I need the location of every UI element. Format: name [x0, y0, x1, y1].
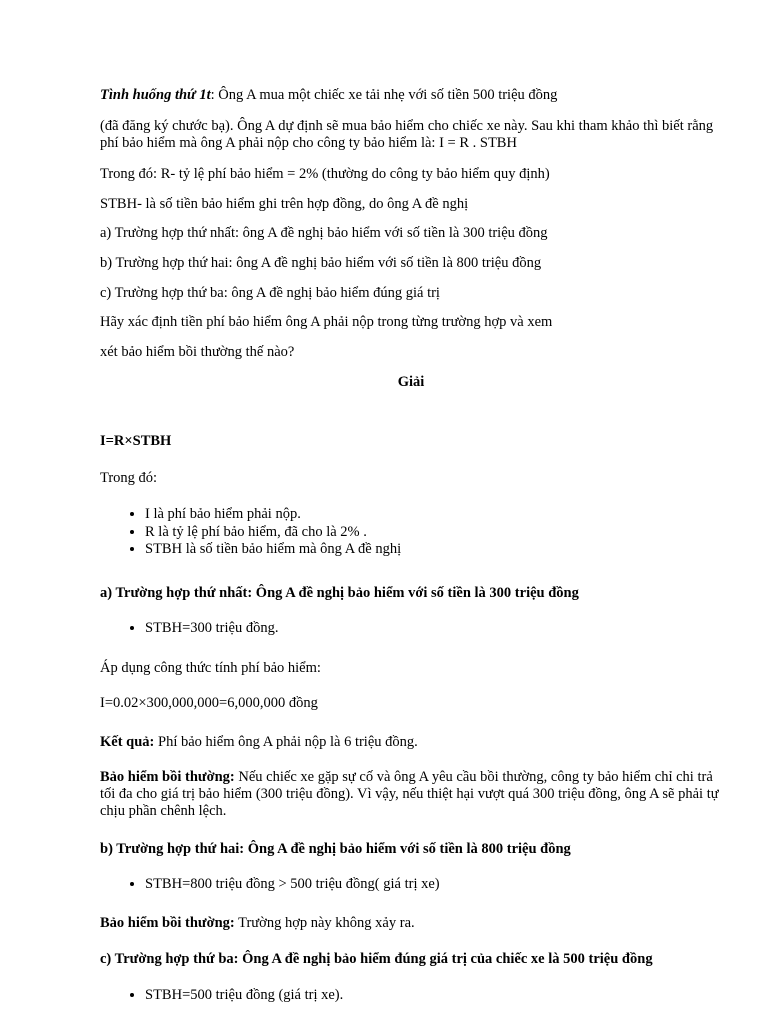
list-item: • STBH=500 triệu đồng (giá trị xe). [145, 987, 767, 1005]
case-a-list [100, 620, 767, 638]
intro-line-3: Trong đó: R- tỷ lệ phí bảo hiểm = 2% (thường do công ty bảo hiểm quy định) [100, 166, 550, 182]
compensation-text: Nếu chiếc xe gặp sự cố và ông A yêu cầu bồi thường, công ty bảo hiểm chỉ chi trả tối đa cho giá trị bảo hiểm (300 triệu đồng). Vì vậy, nếu thiệt hại vượt quá 300 triệu đồng, ông A sẽ phải tự chịu phần chênh lệch. [100, 769, 719, 819]
result-text: Phí bảo hiểm ông A phải nộp là 6 triệu đồng. [154, 734, 418, 750]
case-a-heading-text: a) Trường hợp thứ nhất: Ông A đề nghị bảo hiểm với số tiền là 300 triệu đồng [100, 585, 579, 601]
intro-case-a: a) Trường hợp thứ nhất: ông A đề nghị bảo hiểm với số tiền là 300 triệu đồng [100, 225, 548, 241]
compensation-label: Bảo hiểm bồi thường: [100, 915, 235, 931]
compensation-label: Bảo hiểm bồi thường: [100, 769, 235, 785]
intro-line-2: (đã đăng ký chước bạ). Ông A dự định sẽ mua bảo hiểm cho chiếc xe này. Sau khi tham khảo thì biết rằng phí bảo hiểm mà ông A phải nộp cho công ty bảo hiểm là: I = R . STBH [100, 118, 714, 151]
case-b-heading-text: b) Trường hợp thứ hai: Ông A đề nghị bảo hiểm với số tiền là 800 triệu đồng [100, 841, 571, 857]
list-item: • I là phí bảo hiểm phải nộp. [145, 506, 767, 524]
question-line-1: Hãy xác định tiền phí bảo hiểm ông A phải nộp trong từng trường hợp và xem [100, 314, 553, 330]
intro-line-4: STBH- là số tiền bảo hiểm ghi trên hợp đồng, do ông A đề nghị [100, 196, 469, 212]
solution-heading: Giải [397, 374, 425, 390]
list-item: • STBH là số tiền bảo hiểm mà ông A đề nghị [145, 541, 767, 559]
case-a-compensation [100, 769, 722, 820]
case-title: Tình huống thứ 1t [100, 87, 211, 103]
case-a-heading [100, 585, 722, 602]
case-c-heading [100, 951, 722, 968]
case-a-calc: I=0.02×300,000,000=6,000,000 đồng [100, 695, 318, 711]
case-c-list [100, 987, 767, 1005]
definition-list [100, 506, 767, 559]
case-c-heading-text: c) Trường hợp thứ ba: Ông A đề nghị bảo hiểm đúng giá trị của chiếc xe là 500 triệu đồng [100, 951, 653, 967]
case-b-list [100, 876, 767, 894]
formula [100, 433, 722, 450]
intro-case-b: b) Trường hợp thứ hai: ông A đề nghị bảo hiểm với số tiền là 800 triệu đồng [100, 255, 542, 271]
case-a-result [100, 734, 722, 751]
list-item: • R là tỷ lệ phí bảo hiểm, đã cho là 2% . [145, 524, 767, 542]
list-item: • STBH=300 triệu đồng. [145, 620, 767, 638]
result-label: Kết quả: [100, 734, 155, 750]
case-intro [100, 87, 722, 104]
case-a-apply: Áp dụng công thức tính phí bảo hiểm: [100, 660, 321, 676]
case-b-compensation [100, 915, 722, 932]
formula-text: I=R×STBH [100, 433, 172, 449]
compensation-text: Trường hợp này không xảy ra. [234, 915, 415, 931]
intro-case-c: c) Trường hợp thứ ba: ông A đề nghị bảo hiểm đúng giá trị [100, 285, 440, 301]
list-item: • STBH=800 triệu đồng > 500 triệu đồng( giá trị xe) [145, 876, 767, 894]
case-text: : Ông A mua một chiếc xe tải nhẹ với số tiền 500 triệu đồng [210, 87, 558, 103]
where-label: Trong đó: [100, 470, 158, 486]
question-line-2: xét bảo hiểm bồi thường thế nào? [100, 344, 295, 360]
case-b-heading [100, 841, 722, 858]
